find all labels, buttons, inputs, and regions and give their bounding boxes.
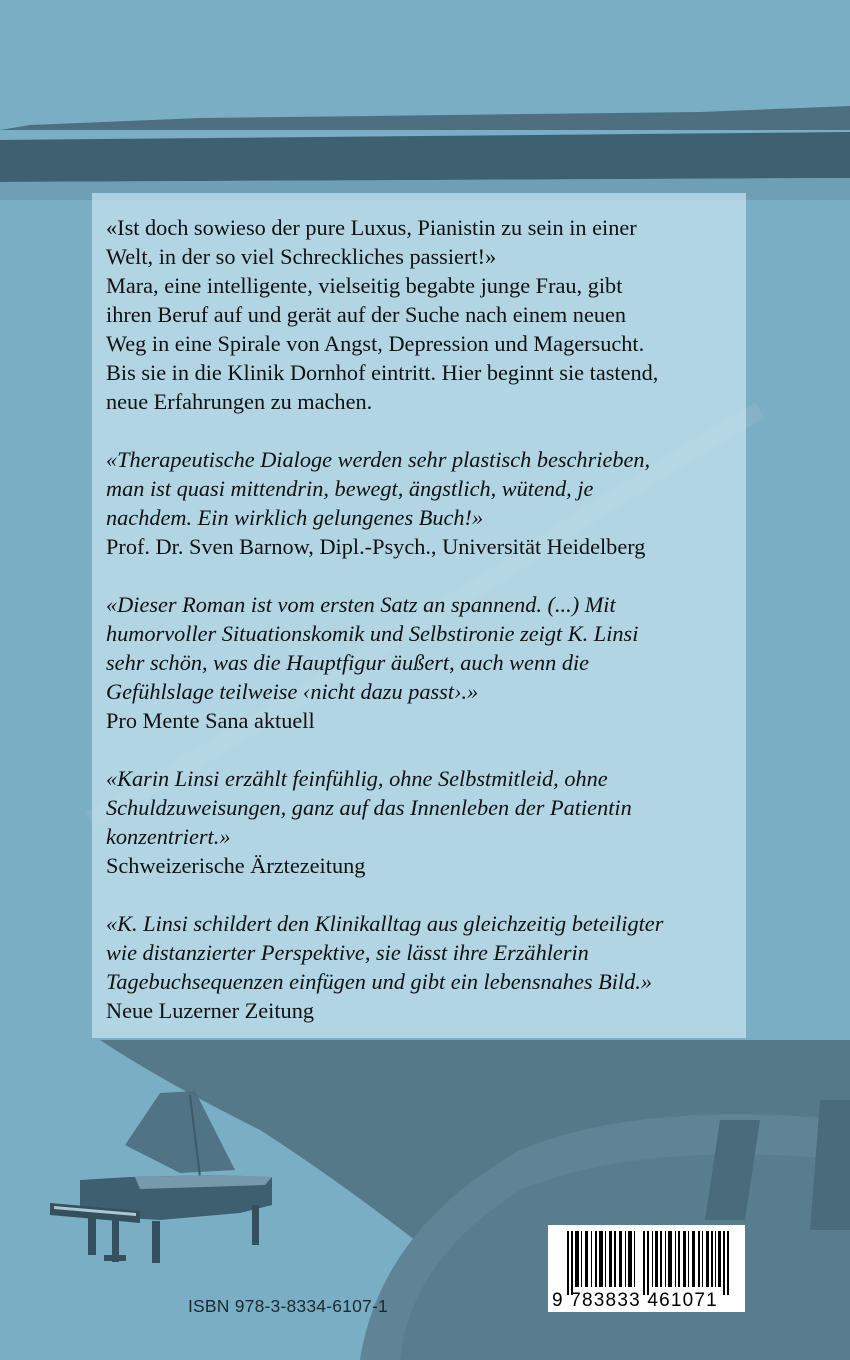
review-quote-line: «Karin Linsi erzählt feinfühlig, ohne Selbstmitleid, ohne [106,766,608,791]
review-quote-line: Schuldzuweisungen, ganz auf das Innenleben der Patientin [106,795,632,820]
review-quote-line: «Dieser Roman ist vom ersten Satz an spannend. (...) Mit [106,592,616,617]
review-quote-line: Tagebuchsequenzen einfügen und gibt ein lebensnahes Bild.» [106,969,652,994]
review-quote-line: nachdem. Ein wirklich gelungenes Buch!» [106,505,484,530]
review-2 [106,590,732,735]
review-quote-line: wie distanzierter Perspektive, sie lässt ihre Erzählerin [106,940,589,965]
intro-paragraph [106,213,732,416]
review-source: Pro Mente Sana aktuell [106,708,315,733]
intro-line: neue Erfahrungen zu machen. [106,389,373,414]
review-source: Schweizerische Ärztezeitung [106,853,366,878]
barcode-bars-icon [548,1225,745,1295]
review-quote-line: «K. Linsi schildert den Klinikalltag aus gleichzeitig beteiligter [106,911,664,936]
review-1 [106,445,732,561]
review-quote-line: «Therapeutische Dialoge werden sehr plastisch beschrieben, [106,447,651,472]
intro-line: Weg in eine Spirale von Angst, Depression und Magersucht. [106,331,645,356]
intro-line: «Ist doch sowieso der pure Luxus, Pianistin zu sein in einer [106,215,637,240]
intro-line: Bis sie in die Klinik Dornhof eintritt. Hier beginnt sie tastend, [106,360,659,385]
review-quote-line: humorvoller Situationskomik und Selbstironie zeigt K. Linsi [106,621,639,646]
review-4 [106,909,732,1025]
review-quote-line: Gefühlslage teilweise ‹nicht dazu passt›.» [106,679,479,704]
isbn-label: ISBN 978-3-8334-6107-1 [188,1296,388,1316]
review-source: Neue Luzerner Zeitung [106,998,314,1023]
review-quote-line: konzentriert.» [106,824,231,849]
review-source: Prof. Dr. Sven Barnow, Dipl.-Psych., Universität Heidelberg [106,534,646,559]
barcode-digits: 9 783833 461071 [552,1290,718,1311]
intro-line: Mara, eine intelligente, vielseitig begabte junge Frau, gibt [106,273,623,298]
intro-line: Welt, in der so viel Schreckliches passiert!» [106,244,497,269]
review-3 [106,764,732,880]
barcode [548,1225,745,1312]
review-quote-line: sehr schön, was die Hauptfigur äußert, auch wenn die [106,650,590,675]
grand-piano-icon [40,1085,280,1265]
review-quote-line: man ist quasi mittendrin, bewegt, ängstlich, wütend, je [106,476,594,501]
intro-line: ihren Beruf auf und gerät auf der Suche nach einem neuen [106,302,627,327]
blurb-panel [92,193,746,1038]
